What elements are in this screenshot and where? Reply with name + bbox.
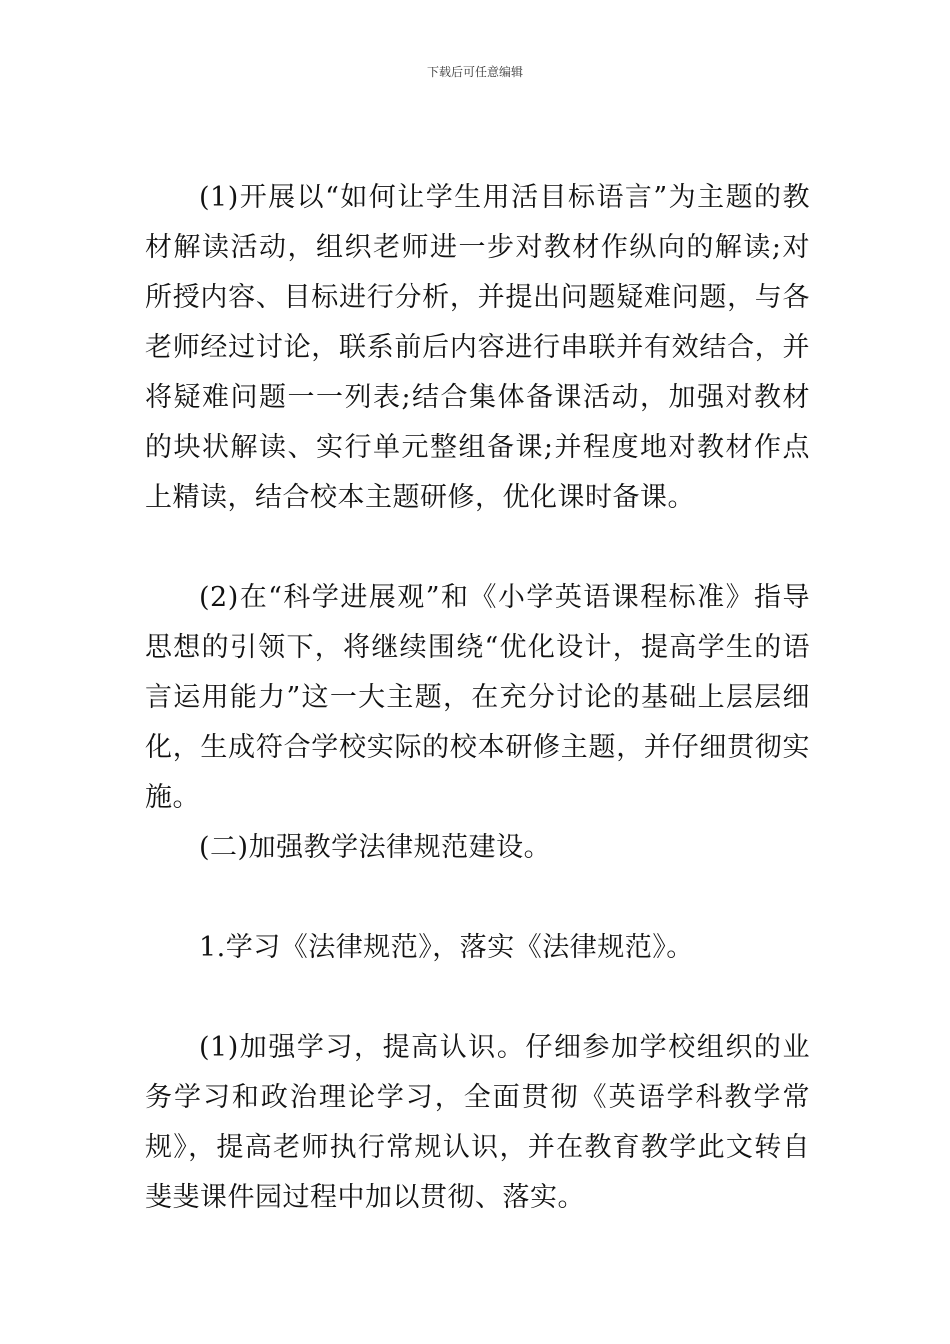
paragraph-textbook-interpretation: (1)开展以“如何让学生用活目标语言”为主题的教材解读活动，组织老师进一步对教材作纵向的解读;对所授内容、目标进行分析，并提出问题疑难问题，与各老师经过讨论，联系前后内容进行串联并有效结合，并将疑难问题一一列表;结合集体备课活动，加强对教材的块状解读、实行单元整组备课;并程度地对教材作点上精读，结合校本主题研修，优化课时备课。: [145, 182, 810, 513]
page-header-note: 下载后可任意编辑: [426, 65, 523, 79]
paragraph-strengthen-study: (1)加强学习，提高认识。仔细参加学校组织的业务学习和政治理论学习，全面贯彻《英语学科教学常规》，提高老师执行常规认识，并在教育教学此文转自斐斐课件园过程中加以贯彻、落实。: [145, 1032, 810, 1213]
paragraph-research-theme: (2)在“科学进展观”和《小学英语课程标准》指导思想的引领下，将继续围绕“优化设计，提高学生的语言运用能力”这一大主题，在充分讨论的基础上层层细化，生成符合学校实际的校本研修主题，并仔细贯彻实施。: [145, 582, 810, 813]
section-heading-teaching-norms: (二)加强教学法律规范建设。: [199, 832, 552, 863]
subsection-heading-study-norms: 1.学习《法律规范》，落实《法律规范》。: [199, 932, 694, 963]
